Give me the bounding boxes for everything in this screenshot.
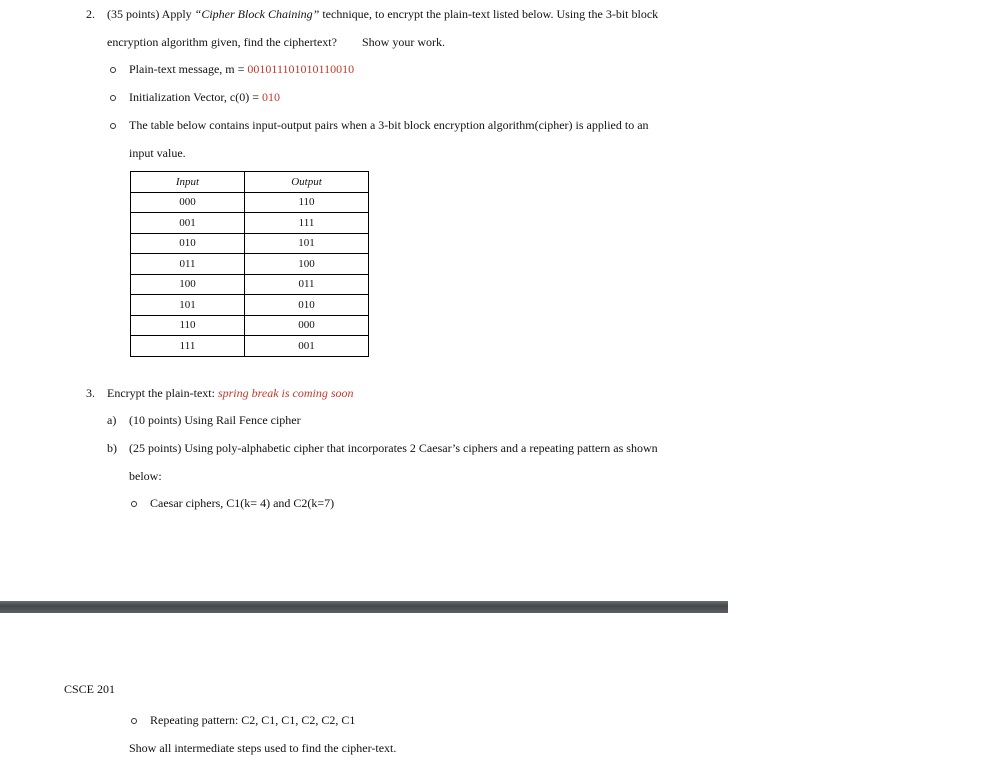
table-row: [131, 315, 369, 336]
q2-bullet-plaintext: [129, 62, 354, 77]
table-row: [131, 192, 369, 213]
plaintext-label: Plain-text message, m =: [129, 62, 248, 76]
q3-intro-text: Encrypt the plain-text:: [107, 386, 218, 400]
table-cell-input: 110: [131, 315, 245, 336]
table-row: [131, 295, 369, 316]
table-row: [131, 336, 369, 357]
q2-number: 2.: [86, 7, 95, 21]
page-footer: CSCE 201: [64, 682, 116, 696]
table-cell-output: 001: [245, 336, 369, 357]
q3-repeating-pattern: Repeating pattern: C2, C1, C1, C2, C2, C1: [150, 713, 356, 727]
q2-line1-pre: (35 points) Apply: [107, 7, 195, 21]
q3-intro: [107, 386, 354, 401]
q2-technique-name: “Cipher Block Chaining”: [194, 7, 320, 21]
table-cell-output: 110: [245, 192, 369, 213]
bullet-circle-icon: [131, 501, 137, 507]
table-cell-input: 100: [131, 274, 245, 295]
table-header-output: Output: [245, 172, 369, 193]
q3-b-text: (25 points) Using poly-alphabetic cipher that incorporates 2 Caesar’s ciphers and a repeating pattern as shown: [129, 441, 658, 455]
q2-show-work: Show your work.: [362, 35, 445, 49]
q3-number: 3.: [86, 386, 95, 400]
table-row: [131, 254, 369, 275]
table-cell-input: 001: [131, 213, 245, 234]
table-cell-output: 111: [245, 213, 369, 234]
q3-footer-note: Show all intermediate steps used to find the cipher-text.: [129, 741, 397, 755]
table-header-row: [131, 172, 369, 193]
bullet-circle-icon: [110, 95, 116, 101]
q2-line1: [107, 7, 658, 22]
table-row: [131, 233, 369, 254]
table-row: [131, 274, 369, 295]
q3-plaintext: spring break is coming soon: [217, 386, 354, 400]
table-row: [131, 213, 369, 234]
table-cell-input: 101: [131, 295, 245, 316]
q3-a-label: a): [107, 413, 117, 427]
table-cell-input: 011: [131, 254, 245, 275]
q3-b-label: b): [107, 441, 117, 455]
q2-bullet-iv: [129, 90, 280, 105]
table-cell-output: 010: [245, 295, 369, 316]
bullet-circle-icon: [131, 718, 137, 724]
q3-caesar-ciphers: Caesar ciphers, C1(k= 4) and C2(k=7): [150, 496, 335, 510]
table-cell-input: 111: [131, 336, 245, 357]
table-cell-input: 000: [131, 192, 245, 213]
table-cell-output: 101: [245, 233, 369, 254]
table-cell-input: 010: [131, 233, 245, 254]
page-break-divider: [0, 601, 728, 613]
table-header-input: Input: [131, 172, 245, 193]
q2-line2: encryption algorithm given, find the ciphertext?: [107, 35, 337, 49]
iv-label: Initialization Vector, c(0) =: [129, 90, 263, 104]
table-cell-output: 100: [245, 254, 369, 275]
cipher-io-table: [130, 171, 369, 357]
q3-a-text: (10 points) Using Rail Fence cipher: [129, 413, 301, 427]
table-cell-output: 011: [245, 274, 369, 295]
q3-b-cont: below:: [129, 469, 162, 483]
bullet-circle-icon: [110, 123, 116, 129]
bullet-circle-icon: [110, 67, 116, 73]
plaintext-value: 001011101010110010: [247, 62, 355, 76]
iv-value: 010: [262, 90, 281, 104]
q2-bullet-table-desc-cont: input value.: [129, 146, 186, 160]
q2-bullet-table-desc: The table below contains input-output pairs when a 3-bit block encryption algorithm(cipher) is applied to an: [129, 118, 649, 132]
table-cell-output: 000: [245, 315, 369, 336]
q2-line1-post: technique, to encrypt the plain-text listed below. Using the 3-bit block: [319, 7, 659, 21]
